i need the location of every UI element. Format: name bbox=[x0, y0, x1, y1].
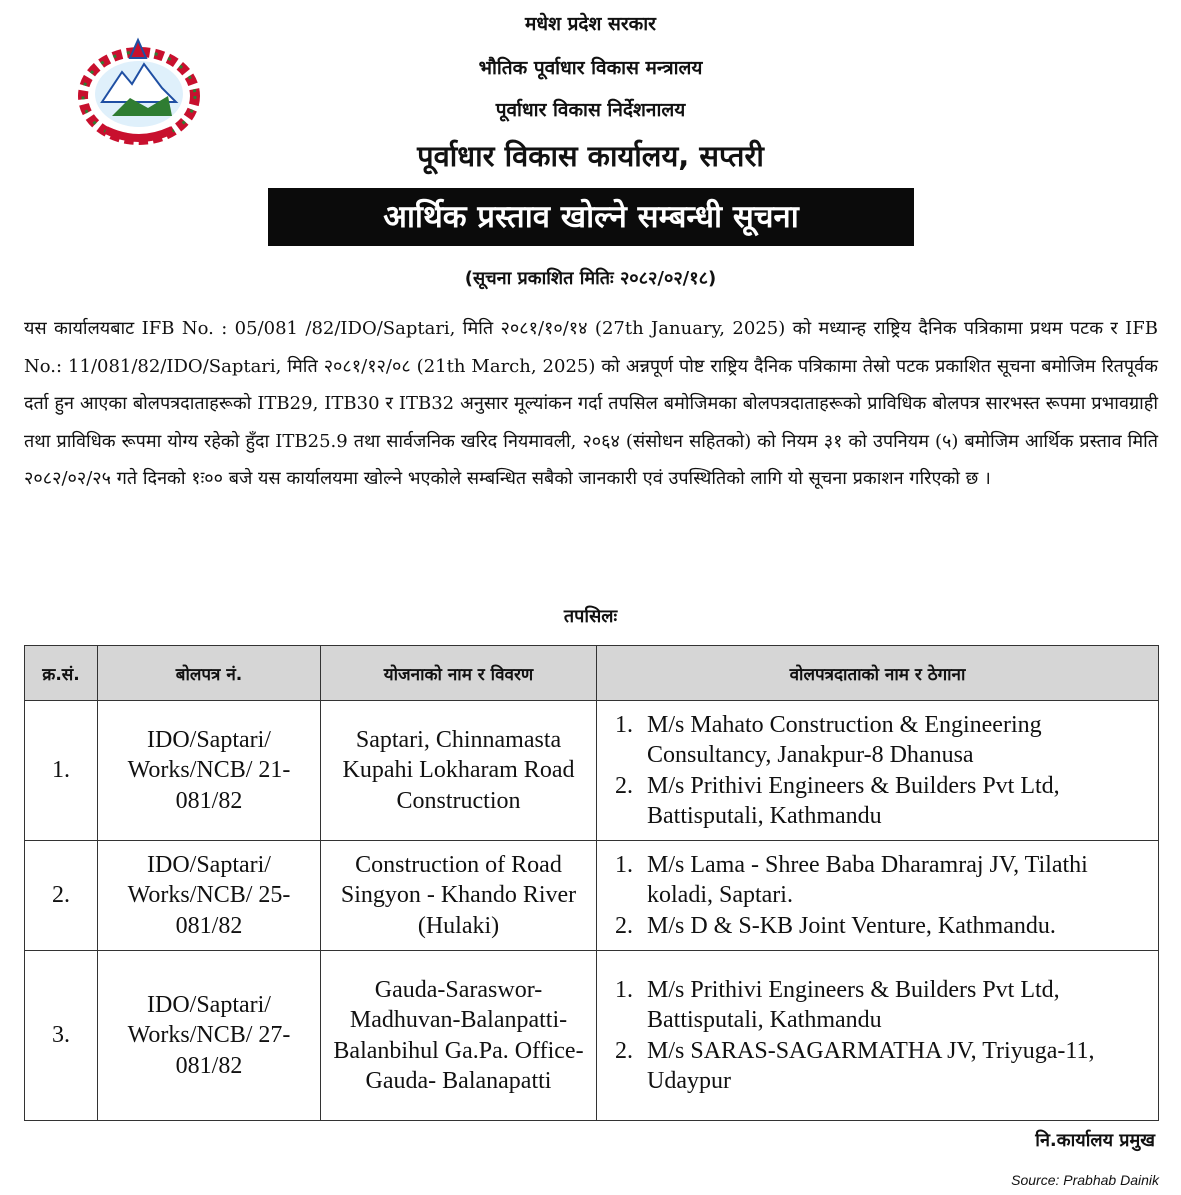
details-label: तपसिलः bbox=[563, 606, 618, 627]
notice-title-banner: आर्थिक प्रस्ताव खोल्ने सम्बन्धी सूचना bbox=[268, 188, 914, 246]
table-row bbox=[25, 841, 1159, 951]
bidder-item: 1. M/s Lama - Shree Baba Dharamraj JV, Tilathi koladi, Saptari. bbox=[639, 850, 1158, 911]
table-row bbox=[25, 701, 1159, 841]
table-header-row bbox=[25, 646, 1159, 701]
bidders-table bbox=[24, 645, 1159, 1121]
bidder-item: 2. M/s Prithivi Engineers & Builders Pvt Ltd, Battisputali, Kathmandu bbox=[639, 771, 1158, 832]
row-sn: 3. bbox=[25, 951, 98, 1121]
row-bidders bbox=[597, 701, 1159, 841]
row-project: Construction of Road Singyon - Khando River (Hulaki) bbox=[321, 841, 597, 951]
row-sn: 2. bbox=[25, 841, 98, 951]
header-line-3: पूर्वाधार विकास निर्देशनालय bbox=[495, 99, 686, 121]
header-bid-no: बोलपत्र नं. bbox=[98, 646, 321, 701]
signature: नि.कार्यालय प्रमुख bbox=[1035, 1130, 1155, 1151]
header-sn: क्र.सं. bbox=[25, 646, 98, 701]
row-bidders bbox=[597, 951, 1159, 1121]
row-bid-no: IDO/Saptari/ Works/NCB/ 21-081/82 bbox=[98, 701, 321, 841]
bidder-item: 2. M/s D & S-KB Joint Venture, Kathmandu. bbox=[639, 911, 1158, 942]
bidder-item: 1. M/s Prithivi Engineers & Builders Pvt Ltd, Battisputali, Kathmandu bbox=[639, 975, 1158, 1036]
header-project: योजनाको नाम र विवरण bbox=[321, 646, 597, 701]
source-credit: Source: Prabhab Dainik bbox=[1011, 1172, 1159, 1188]
row-bid-no: IDO/Saptari/ Works/NCB/ 25-081/82 bbox=[98, 841, 321, 951]
row-project: Saptari, Chinnamasta Kupahi Lokharam Road Construction bbox=[321, 701, 597, 841]
table-row bbox=[25, 951, 1159, 1121]
notice-body: यस कार्यालयबाट IFB No. : 05/081 /82/IDO/Saptari, मिति २०८१/१०/१४ (27th January, 2025) को मध्यान्ह राष्ट्रिय दैनिक पत्रिकामा प्रथम पटक र IFB No.: 11/081/82/IDO/Saptari, मिति २०८१/१२/०८ (21th March, 2025) को अन्नपूर्ण पोष्ट राष्ट्रिय दैनिक पत्रिकामा तेस्रो पटक प्रकाशित सूचना बमोजिम रितपूर्वक दर्ता हुन आएका बोलपत्रदाताहरूको ITB29, ITB30 र ITB32 अनुसार मूल्यांकन गर्दा तपसिल बमोजिमका बोलपत्रदाताहरूको प्राविधिक बोलपत्र सारभस्त रूपमा प्रभावग्राही तथा प्राविधिक रूपमा योग्य रहेको हुँदा ITB25.9 तथा सार्वजनिक खरिद नियमावली, २०६४ (संसोधन सहितको) को नियम ३१ को उपनियम (५) बमोजिम आर्थिक प्रस्ताव मिति २०८२/०२/२५ गते दिनको १ः०० बजे यस कार्यालयमा खोल्ने भएकोले सम्बन्धित सबैको जानकारी एवं उपस्थितिको लागि यो सूचना प्रकाशन गरिएको छ । bbox=[24, 318, 1158, 489]
government-emblem-icon bbox=[72, 36, 206, 148]
header-line-1: मधेश प्रदेश सरकार bbox=[525, 13, 656, 35]
office-title: पूर्वाधार विकास कार्यालय, सप्तरी bbox=[417, 139, 764, 173]
header-bidders: वोलपत्रदाताको नाम र ठेगाना bbox=[597, 646, 1159, 701]
header-line-2: भौतिक पूर्वाधार विकास मन्त्रालय bbox=[478, 57, 703, 79]
publish-date: (सूचना प्रकाशित मितिः २०८२/०२/१८) bbox=[464, 268, 717, 289]
row-sn: 1. bbox=[25, 701, 98, 841]
row-bid-no: IDO/Saptari/ Works/NCB/ 27-081/82 bbox=[98, 951, 321, 1121]
bidder-item: 1. M/s Mahato Construction & Engineering Consultancy, Janakpur-8 Dhanusa bbox=[639, 710, 1158, 771]
bidder-item: 2. M/s SARAS-SAGARMATHA JV, Triyuga-11, Udaypur bbox=[639, 1036, 1158, 1097]
row-project: Gauda-Saraswor- Madhuvan-Balanpatti- Balanbihul Ga.Pa. Office-Gauda- Balanapatti bbox=[321, 951, 597, 1121]
row-bidders bbox=[597, 841, 1159, 951]
